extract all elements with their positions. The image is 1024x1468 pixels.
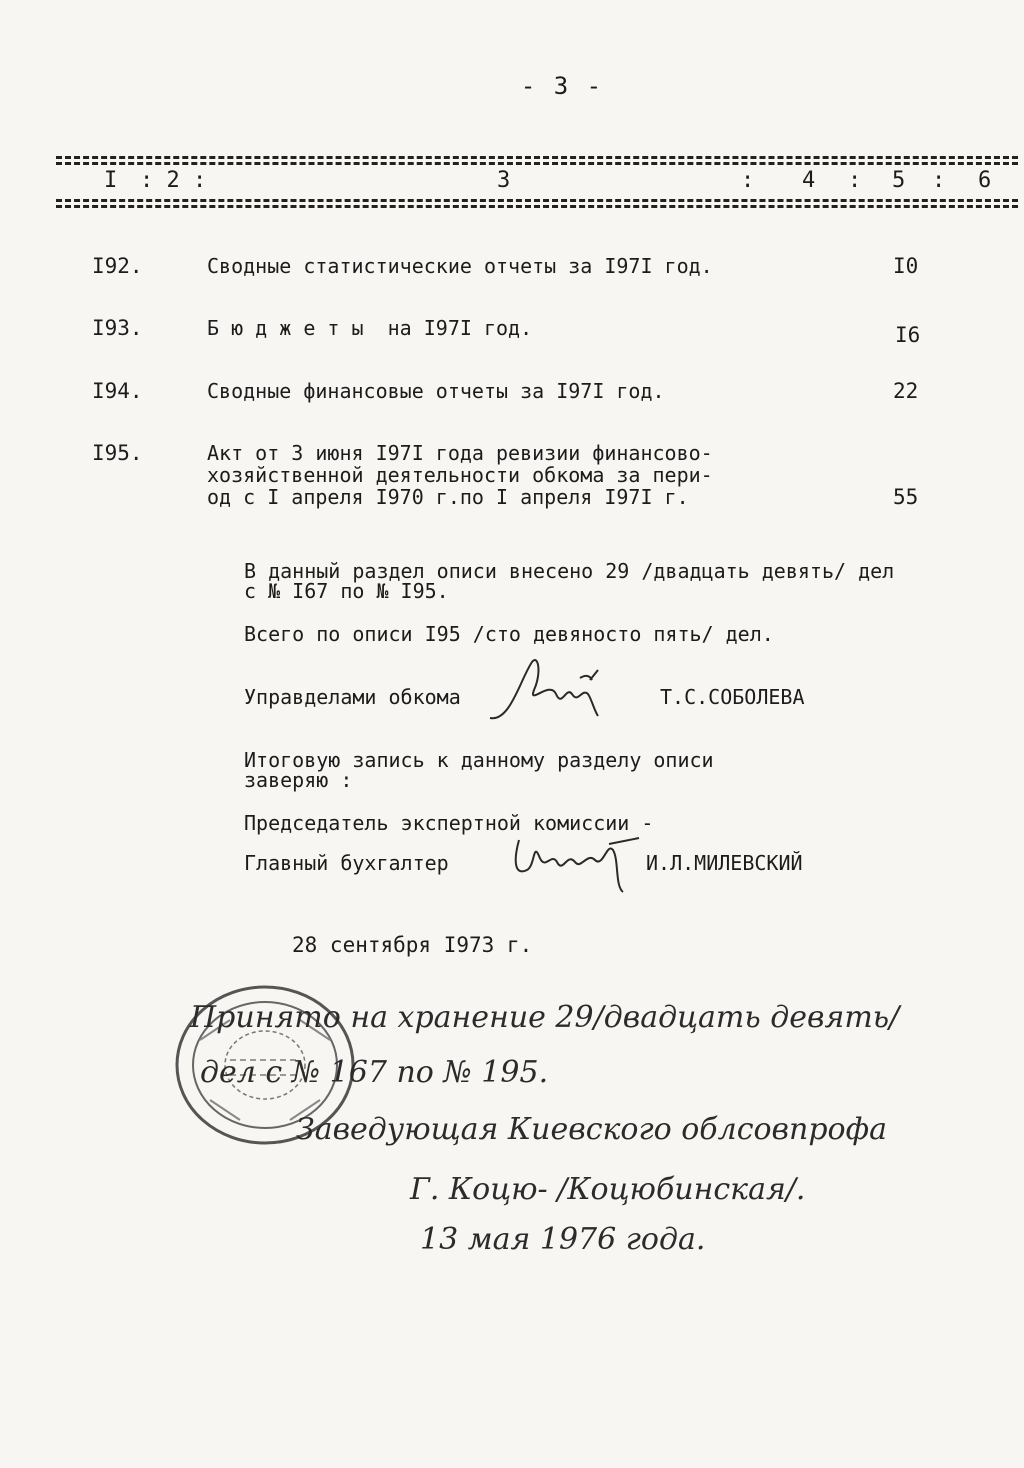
header-sep-2: : xyxy=(848,168,862,193)
row-sheets: 22 xyxy=(893,379,919,403)
header-col-5: 5 xyxy=(892,168,906,193)
row-title: Акт от 3 июня I97I года ревизии финансово- хозяйственной деятельности обкома за пери- од с I апреля I970 г.по I апреля I97I г. xyxy=(207,441,713,509)
row-number: I92. xyxy=(92,254,143,278)
handwritten-line-5: 13 мая 1976 года. xyxy=(420,1222,706,1257)
manager-name: Т.С.СОБОЛЕВА xyxy=(660,685,805,709)
row-sheets: I6 xyxy=(895,323,921,347)
row-sheets: 55 xyxy=(893,485,919,509)
row-number: I95. xyxy=(92,441,143,465)
chairman-title: Председатель экспертной комиссии - xyxy=(244,811,654,835)
document-date: 28 сентября I973 г. xyxy=(292,933,533,957)
accountant-title: Главный бухгалтер xyxy=(244,851,449,875)
manager-title: Управделами обкома xyxy=(244,685,461,709)
certify-line-2: заверяю : xyxy=(244,768,353,792)
handwritten-line-1: Принято на хранение 29/двадцать девять/ xyxy=(190,1000,900,1035)
header-rule-bottom-2 xyxy=(56,205,1018,208)
handwritten-line-2: дел с № 167 по № 195. xyxy=(200,1055,549,1090)
manager-signature xyxy=(480,650,620,730)
summary-line-2: с № I67 по № I95. xyxy=(244,579,449,603)
row-title: Сводные статистические отчеты за I97I год. xyxy=(207,254,713,278)
page-number: - 3 - xyxy=(520,72,604,100)
handwritten-line-4: Г. Коцю- /Коцюбинская/. xyxy=(410,1172,806,1207)
header-col-3: 3 xyxy=(497,168,511,193)
header-rule-top-2 xyxy=(56,162,1018,165)
header-sep-3: : xyxy=(932,168,946,193)
header-rule-top xyxy=(56,156,1018,159)
certify-line-1: Итоговую запись к данному разделу описи xyxy=(244,748,714,772)
accountant-signature xyxy=(505,822,655,902)
row-sheets: I0 xyxy=(893,254,919,278)
row-title: Б ю д ж е т ы на I97I год. xyxy=(207,316,533,340)
accountant-name: И.Л.МИЛЕВСКИЙ xyxy=(646,851,803,875)
header-col-2: : 2 : xyxy=(140,168,207,193)
header-rule-bottom xyxy=(56,199,1018,202)
summary-total: Всего по описи I95 /сто девяносто пять/ дел. xyxy=(244,622,774,646)
summary-line-1: В данный раздел описи внесено 29 /двадцать девять/ дел xyxy=(244,559,895,583)
row-number: I94. xyxy=(92,379,143,403)
header-col-1: I xyxy=(104,168,118,193)
row-title: Сводные финансовые отчеты за I97I год. xyxy=(207,379,665,403)
header-col-6: 6 xyxy=(978,168,992,193)
header-sep-1: : xyxy=(741,168,755,193)
header-col-4: 4 xyxy=(802,168,816,193)
row-number: I93. xyxy=(92,316,143,340)
handwritten-line-3: Заведующая Киевского облсовпрофа xyxy=(296,1112,887,1147)
